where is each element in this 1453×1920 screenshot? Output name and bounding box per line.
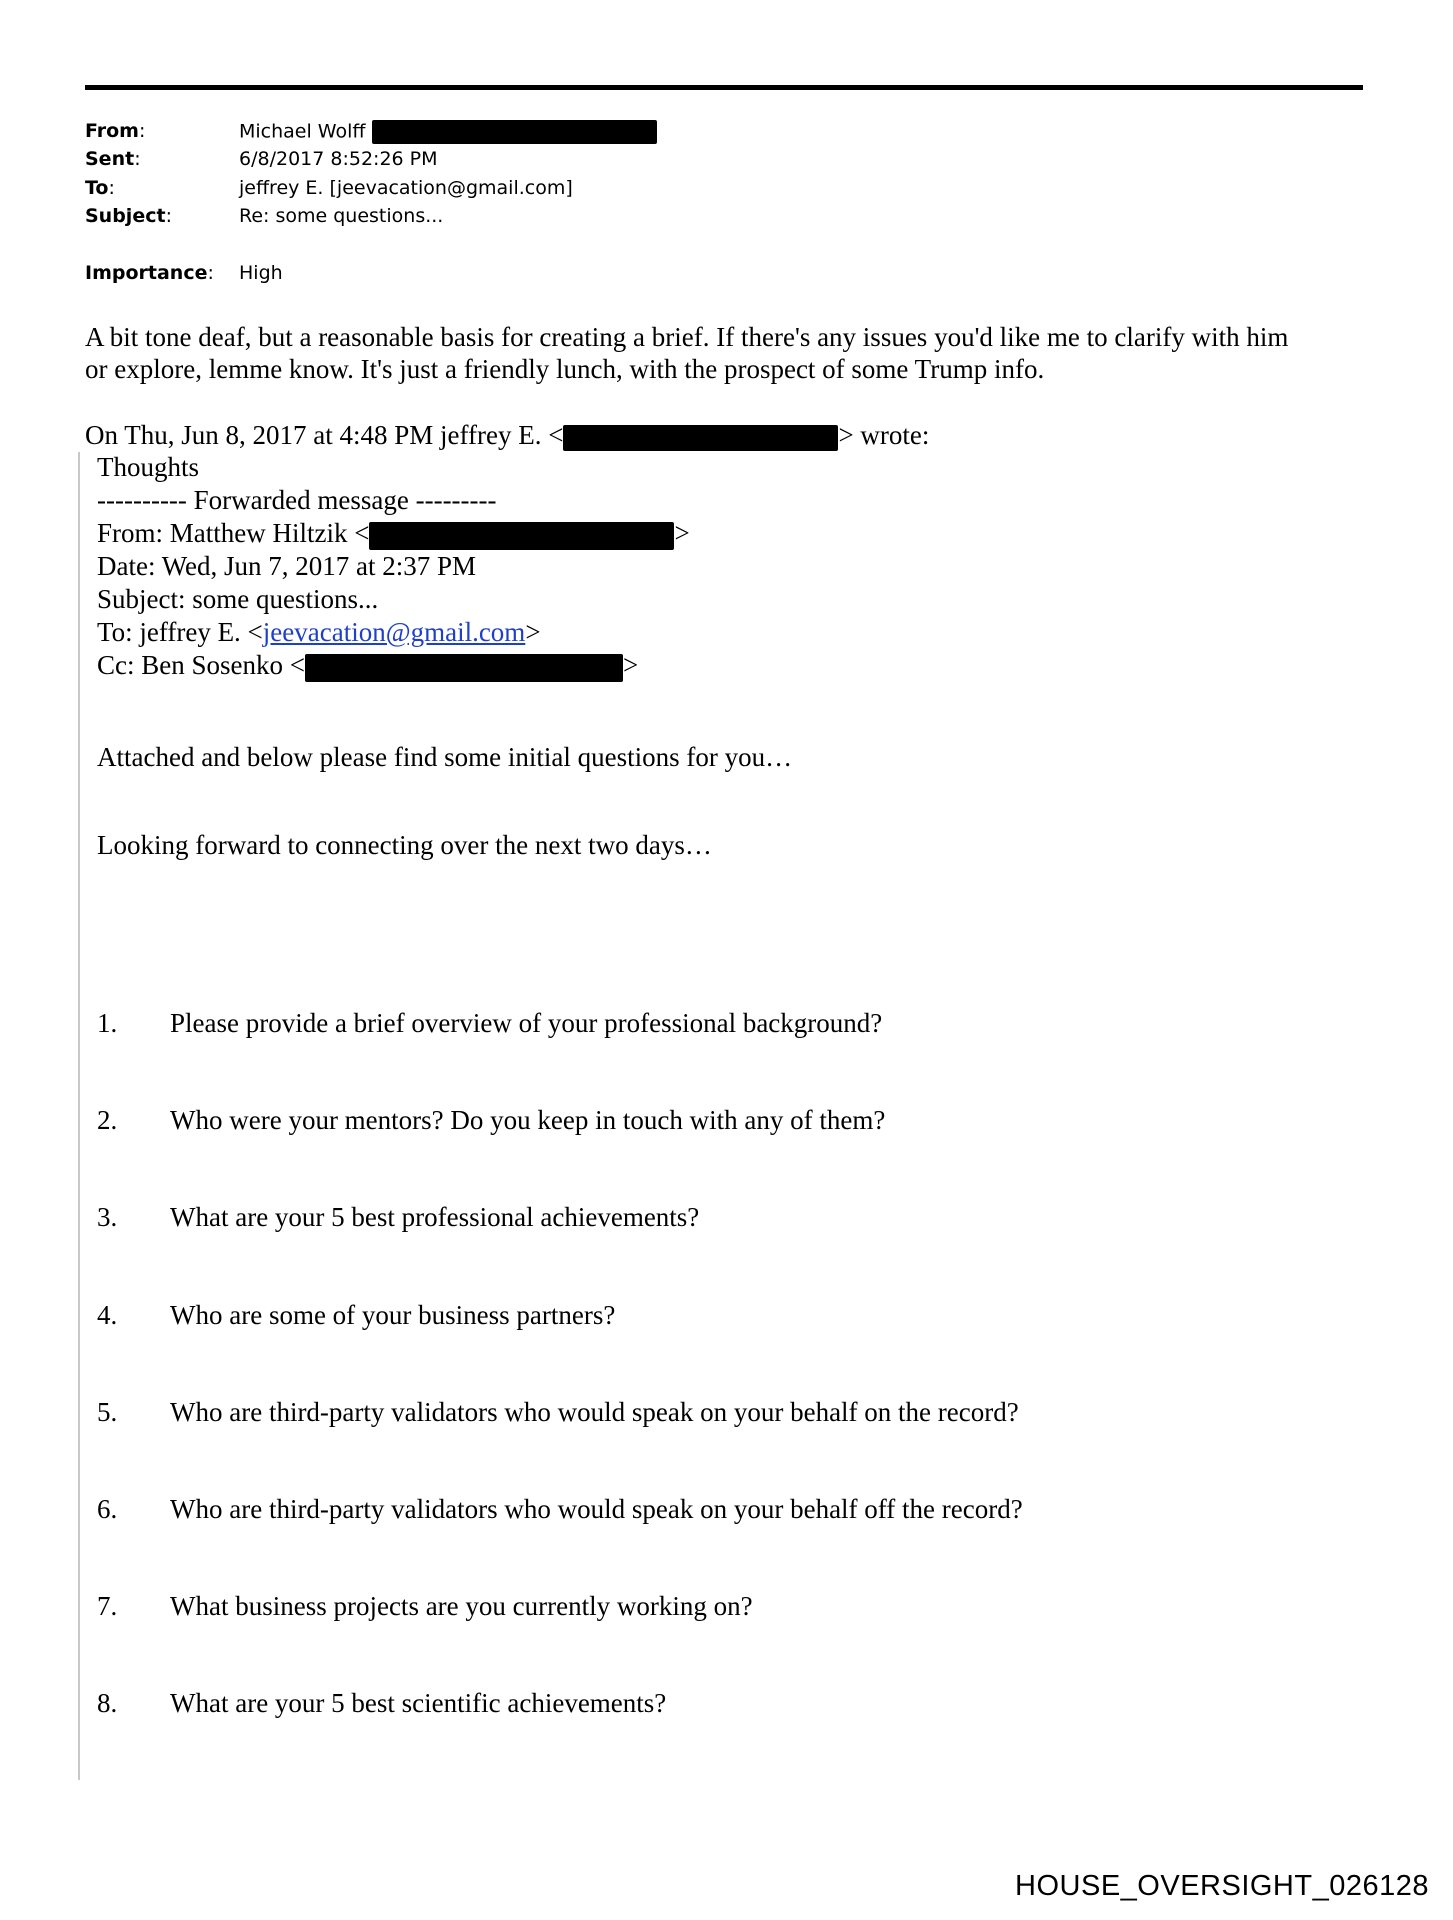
question-text: Who are some of your business partners? <box>170 1300 616 1330</box>
question-number: 5. <box>97 1397 118 1427</box>
header-rule <box>85 85 1363 90</box>
to-value: jeffrey E. [jeevacation@gmail.com] <box>239 177 573 199</box>
forwarded-to-suffix: > <box>525 617 541 647</box>
question-text: Please provide a brief overview of your professional background? <box>170 1008 883 1038</box>
forwarded-separator: ---------- Forwarded message --------- <box>97 485 497 515</box>
quote-bar <box>78 452 80 1780</box>
forwarded-from-suffix: > <box>674 518 690 548</box>
quote-attribution-prefix: On Thu, Jun 8, 2017 at 4:48 PM jeffrey E. < <box>85 420 564 450</box>
attached-line: Attached and below please find some initial questions for you… <box>97 742 793 772</box>
body-line-1: A bit tone deaf, but a reasonable basis for creating a brief. If there's any issues you'd like me to clarify with him <box>85 322 1289 352</box>
redaction-box <box>369 522 674 550</box>
subject-value: Re: some questions... <box>239 205 444 227</box>
subject-label: Subject <box>85 205 166 227</box>
question-text: Who are third-party validators who would speak on your behalf on the record? <box>170 1397 1019 1427</box>
forwarded-to-text: To: jeffrey E. < <box>97 617 263 647</box>
question-text: What are your 5 best professional achievements? <box>170 1202 700 1232</box>
question-number: 7. <box>97 1591 118 1621</box>
question-text: Who are third-party validators who would speak on your behalf off the record? <box>170 1494 1023 1524</box>
forwarded-subject: Subject: some questions... <box>97 584 379 614</box>
question-number: 1. <box>97 1008 118 1038</box>
body-line-2: or explore, lemme know. It's just a friendly lunch, with the prospect of some Trump info. <box>85 354 1045 384</box>
question-text: Who were your mentors? Do you keep in touch with any of them? <box>170 1105 886 1135</box>
question-number: 3. <box>97 1202 118 1232</box>
email-link[interactable]: jeevacation@gmail.com <box>262 617 526 647</box>
question-number: 4. <box>97 1300 118 1330</box>
question-text: What business projects are you currently working on? <box>170 1591 753 1621</box>
question-number: 6. <box>97 1494 118 1524</box>
from-value: Michael Wolff <box>239 120 366 143</box>
sent-value: 6/8/2017 8:52:26 PM <box>239 148 438 170</box>
to-label: To <box>85 177 109 199</box>
sent-label: Sent <box>85 148 135 170</box>
from-label: From <box>85 120 139 142</box>
importance-value: High <box>239 262 283 284</box>
question-number: 2. <box>97 1105 118 1135</box>
redaction-box <box>305 654 623 682</box>
quote-attribution <box>85 420 929 451</box>
bates-number: HOUSE_OVERSIGHT_026128 <box>1015 1870 1429 1902</box>
forwarded-cc-suffix: > <box>622 650 639 680</box>
redaction-box <box>372 120 657 144</box>
importance-label: Importance <box>85 262 208 284</box>
forwarded-cc-text: Cc: Ben Sosenko < <box>97 650 305 680</box>
forwarded-from-text: From: Matthew Hiltzik < <box>97 518 370 548</box>
question-number: 8. <box>97 1688 118 1718</box>
forwarded-from <box>97 518 690 550</box>
quoted-thoughts: Thoughts <box>97 452 200 482</box>
looking-forward-line: Looking forward to connecting over the next two days… <box>97 830 712 860</box>
redaction-box <box>563 425 838 451</box>
forwarded-date: Date: Wed, Jun 7, 2017 at 2:37 PM <box>97 551 477 581</box>
forwarded-cc <box>97 650 638 682</box>
forwarded-to <box>97 617 541 648</box>
quote-attribution-suffix: > wrote: <box>838 420 930 450</box>
question-text: What are your 5 best scientific achievements? <box>170 1688 667 1718</box>
